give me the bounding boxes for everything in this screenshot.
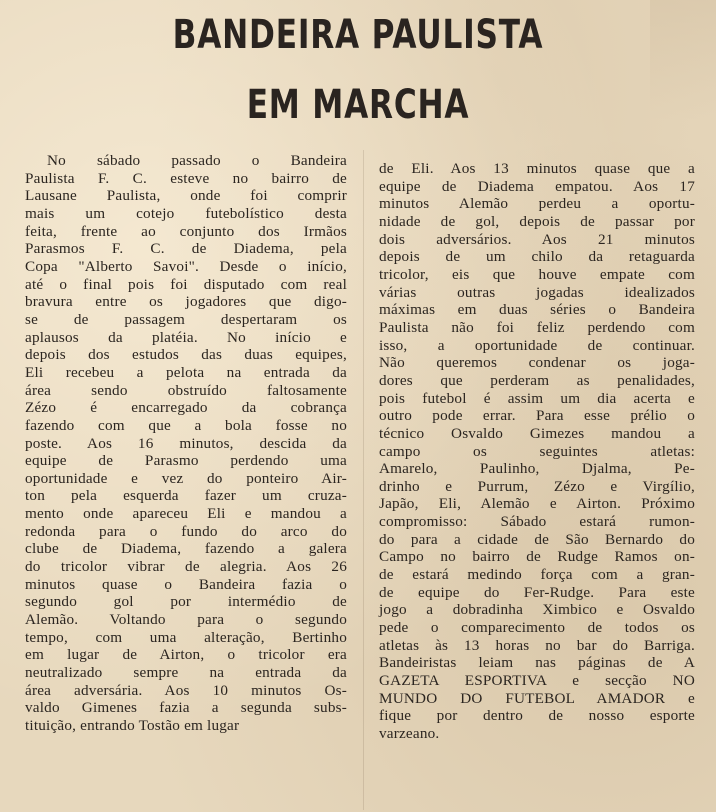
article-text-line: equipe de Diadema empatou. Aos 17 bbox=[379, 177, 695, 195]
article-text-line: Bandeiristas leiam nas páginas de A bbox=[379, 654, 695, 672]
article-text-line: atletas às 13 horas no bar do Barriga. bbox=[379, 636, 695, 654]
article-text-line: do para a cidade de São Bernardo do bbox=[379, 530, 695, 548]
article-text-line: poste. Aos 16 minutos, descida da bbox=[25, 434, 347, 452]
article-text-line: pede o comparecimento de todos os bbox=[379, 619, 695, 637]
article-text-line: área adversária. Aos 10 minutos Os- bbox=[25, 681, 347, 699]
article-text-line: de Eli. Aos 13 minutos quase que a bbox=[379, 160, 695, 177]
article-text-line: Lausane Paulista, onde foi comprir bbox=[25, 187, 347, 205]
article-text-line: Paulista não foi feliz perdendo com bbox=[379, 318, 695, 336]
article-text-line: outro pode errar. Para esse prélio o bbox=[379, 407, 695, 425]
article-text-line: minutos Alemão perdeu a oportu- bbox=[379, 195, 695, 213]
article-text-line: se de passagem despertaram os bbox=[25, 310, 347, 328]
article-text-line: Zézo é encarregado da cobrança bbox=[25, 399, 347, 417]
article-text-line: até o final pois foi disputado com real bbox=[25, 275, 347, 293]
article-text-line: depois dos estudos das duas equipes, bbox=[25, 346, 347, 364]
article-text-line: de equipe do Fer-Rudge. Para este bbox=[379, 583, 695, 601]
article-text-line: dores que perderam as penalidades, bbox=[379, 371, 695, 389]
article-text-line: dois adversários. Aos 21 minutos bbox=[379, 230, 695, 248]
article-text-line: compromisso: Sábado estará rumon- bbox=[379, 513, 695, 531]
article-text-line: drinho e Purrum, Zézo e Virgílio, bbox=[379, 477, 695, 495]
article-text-line: tempo, com uma alteração, Bertinho bbox=[25, 628, 347, 646]
article-text-line: Parasmos F. C. de Diadema, pela bbox=[25, 240, 347, 258]
article-text-line: campo os seguintes atletas: bbox=[379, 442, 695, 460]
article-column-left bbox=[25, 152, 347, 735]
article-text-line: Não queremos condenar os joga- bbox=[379, 354, 695, 372]
article-text-line: bravura entre os jogadores que digo- bbox=[25, 293, 347, 311]
article-text-line: ton pela esquerda fazer um cruza- bbox=[25, 487, 347, 505]
article-text-line: mais um cotejo futebolístico desta bbox=[25, 204, 347, 222]
paper-stain bbox=[650, 0, 716, 120]
article-text-line: aplausos da platéia. No início e bbox=[25, 328, 347, 346]
article-text-line: várias outras jogadas idealizados bbox=[379, 283, 695, 301]
article-text-line: MUNDO DO FUTEBOL AMADOR e bbox=[379, 689, 695, 707]
article-text-line: jogo a dobradinha Ximbico e Osvaldo bbox=[379, 601, 695, 619]
article-text-line: de estará medindo força com a gran- bbox=[379, 566, 695, 584]
column-divider bbox=[363, 150, 364, 810]
article-text-line: Amarelo, Paulinho, Djalma, Pe- bbox=[379, 460, 695, 478]
article-text-line: fique por dentro de nosso esporte bbox=[379, 707, 695, 725]
article-text-line: clube de Diadema, fazendo a galera bbox=[25, 540, 347, 558]
article-text-line: feita, frente ao conjunto dos Irmãos bbox=[25, 222, 347, 240]
article-text-line: segundo gol por intermédio de bbox=[25, 593, 347, 611]
article-text-line: técnico Osvaldo Gimezes mandou a bbox=[379, 424, 695, 442]
article-text-line: Alemão. Voltando para o segundo bbox=[25, 611, 347, 629]
article-text-line: nidade de gol, depois de passar por bbox=[379, 212, 695, 230]
article-column-right bbox=[379, 160, 695, 743]
article-text-line: varzeano. bbox=[379, 725, 440, 742]
article-text-line: tricolor, eis que houve empate com bbox=[379, 265, 695, 283]
article-text-line: minutos quase o Bandeira fazia o bbox=[25, 575, 347, 593]
article-text-line: equipe de Parasmo perdendo uma bbox=[25, 452, 347, 470]
article-text-line: redonda para o fundo do arco do bbox=[25, 522, 347, 540]
article-text-line: área sendo obstruído faltosamente bbox=[25, 381, 347, 399]
article-text-line: valdo Gimenes fazia a segunda subs- bbox=[25, 699, 347, 717]
article-text-line: em lugar de Airton, o tricolor era bbox=[25, 646, 347, 664]
headline-line-2: EM MARCHA bbox=[246, 82, 470, 128]
article-text-line: mento onde apareceu Eli e mandou a bbox=[25, 505, 347, 523]
article-text-line: Copa "Alberto Savoi". Desde o início, bbox=[25, 257, 347, 275]
article-text-line: neutralizado sempre na entrada da bbox=[25, 664, 347, 682]
article-text-line: Japão, Eli, Alemão e Airton. Próximo bbox=[379, 495, 695, 513]
article-text-line: fazendo com que a bola fosse no bbox=[25, 416, 347, 434]
article-text-line: pois futebol é assim um dia acerta e bbox=[379, 389, 695, 407]
article-text-line: No sábado passado o Bandeira bbox=[47, 152, 347, 169]
article-text-line: do tricolor vibrar de alegria. Aos 26 bbox=[25, 558, 347, 576]
headline-line-1: BANDEIRA PAULISTA bbox=[172, 12, 544, 58]
article-text-line: isso, a oportunidade de continuar. bbox=[379, 336, 695, 354]
article-text-line: oportunidade e vez do ponteiro Air- bbox=[25, 469, 347, 487]
article-text-line: depois de um chilo da retaguarda bbox=[379, 248, 695, 266]
article-text-line: tituição, entrando Tostão em lugar bbox=[25, 717, 240, 734]
article-text-line: Eli recebeu a pelota na entrada da bbox=[25, 363, 347, 381]
article-text-line: máximas em duas séries o Bandeira bbox=[379, 301, 695, 319]
article-text-line: Paulista F. C. esteve no bairro de bbox=[25, 169, 347, 187]
article-text-line: Campo no bairro de Rudge Ramos on- bbox=[379, 548, 695, 566]
article-text-line: GAZETA ESPORTIVA e secção NO bbox=[379, 672, 695, 690]
